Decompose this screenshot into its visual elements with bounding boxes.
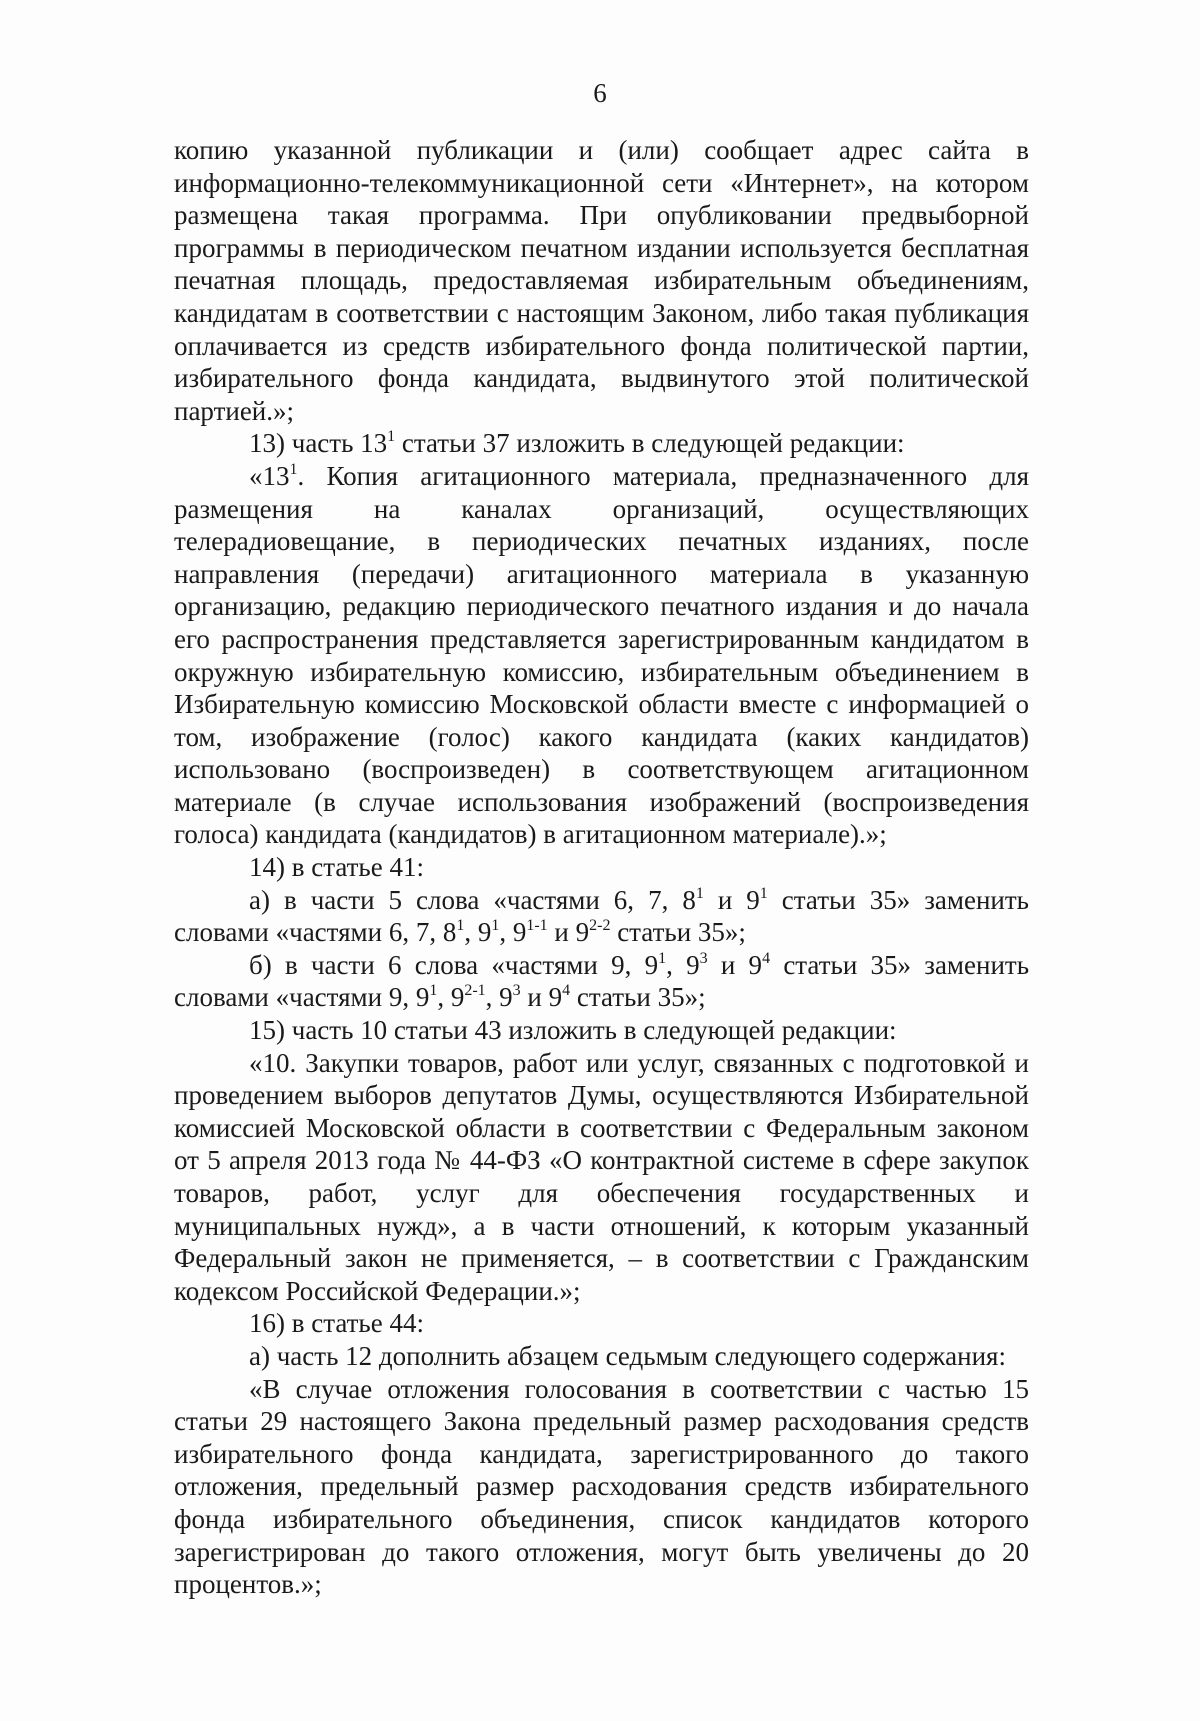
- text-segment: статьи 35»;: [570, 982, 706, 1013]
- paragraph-continuation: [174, 134, 1029, 427]
- text-segment: и 9: [703, 884, 760, 915]
- text-segment: статьи 35» заменить словами «частями 6, 7, 8: [174, 884, 1029, 948]
- text-segment: , 9: [464, 917, 492, 948]
- text-segment: , 9: [499, 917, 527, 948]
- superscript: 3: [699, 949, 708, 967]
- scan-corner-mark: [1114, 1701, 1194, 1719]
- superscript: 1: [429, 982, 438, 1000]
- text-segment: статьи 37 изложить в следующей редакции:: [395, 428, 905, 459]
- text-segment: 14) в статье 41:: [249, 852, 424, 883]
- document-body: [174, 134, 1029, 1601]
- text-segment: и 9: [547, 917, 590, 948]
- superscript: 1: [658, 949, 667, 967]
- text-segment: 16) в статье 44:: [249, 1308, 424, 1339]
- paragraph-item-16a: [174, 1340, 1029, 1373]
- superscript: 1: [695, 884, 704, 902]
- text-segment: , 9: [666, 949, 700, 980]
- text-segment: а) в части 5 слова «частями 6, 7, 8: [249, 884, 696, 915]
- superscript: 1-1: [526, 917, 548, 935]
- paragraph-item-14a: [174, 884, 1029, 949]
- text-segment: «13: [249, 460, 290, 491]
- text-segment: и 9: [520, 982, 563, 1013]
- paragraph-item-16: [174, 1307, 1029, 1340]
- paragraph-quote-10: [174, 1047, 1029, 1308]
- superscript: 4: [762, 949, 771, 967]
- superscript: 1: [289, 460, 298, 478]
- superscript: 4: [562, 982, 571, 1000]
- text-segment: копию указанной публикации и (или) сообщает адрес сайта в информационно-телекоммуникационной сети «Интернет», на котором размещена такая программа. При опубликовании предвыборной программы в периодическом печатном издании используется бесплатная печатная площадь, предоставляемая избирательным объединениям, кандидатам в соответствии с настоящим Законом, либо такая публикация оплачивается из средств избирательного фонда политической партии, избирательного фонда кандидата, выдвинутого этой политической партией.»;: [174, 135, 1029, 426]
- superscript: 2-2: [589, 917, 611, 935]
- text-segment: статьи 35» заменить словами «частями 9, 9: [174, 949, 1030, 1013]
- paragraph-item-15: [174, 1014, 1029, 1047]
- text-segment: а) часть 12 дополнить абзацем седьмым следующего содержания:: [249, 1340, 1006, 1371]
- text-segment: и 9: [707, 949, 763, 980]
- paragraph-item-13: [174, 427, 1029, 460]
- text-segment: 15) часть 10 статьи 43 изложить в следующей редакции:: [249, 1015, 897, 1046]
- paragraph-item-14b: [174, 949, 1029, 1014]
- superscript: 1: [387, 428, 396, 446]
- paragraph-quote-postponement: [174, 1373, 1029, 1601]
- text-segment: , 9: [437, 982, 465, 1013]
- superscript: 3: [512, 982, 521, 1000]
- superscript: 1: [759, 884, 768, 902]
- superscript: 2-1: [464, 982, 486, 1000]
- page-number: 6: [593, 78, 607, 108]
- text-segment: «В случае отложения голосования в соответствии с частью 15 статьи 29 настоящего Закона предельный размер расходования средств избирательного фонда кандидата, зарегистрированного до такого отложения, предельный размер расходования средств избирательного фонда избирательного объединения, список кандидатов которого зарегистрирован до такого отложения, могут быть увеличены до 20 процентов.»;: [174, 1373, 1029, 1600]
- text-segment: статьи 35»;: [610, 917, 746, 948]
- superscript: 1: [491, 917, 500, 935]
- text-segment: б) в части 6 слова «частями 9, 9: [249, 949, 659, 980]
- text-segment: . Копия агитационного материала, предназначенного для размещения на каналах организаций, осуществляющих телерадиовещание, в периодических печатных изданиях, после направления (передачи) агитационного материала в указанную организацию, редакцию периодического печатного издания и до начала его распространения представляется зарегистрированным кандидатом в окружную избирательную комиссию, избирательным объединением в Избирательную комиссию Московской области вместе с информацией о том, изображение (голос) какого кандидата (каких кандидатов) использовано (воспроизведен) в соответствующем агитационном материале (в случае использования изображений (воспроизведения голоса) кандидата (кандидатов) в агитационном материале).»;: [174, 460, 1029, 850]
- superscript: 1: [456, 917, 465, 935]
- text-segment: , 9: [485, 982, 513, 1013]
- text-segment: 13) часть 13: [249, 428, 388, 459]
- text-segment: «10. Закупки товаров, работ или услуг, связанных с подготовкой и проведением выборов депутатов Думы, осуществляются Избирательной комиссией Московской области в соответствии с Федеральным законом от 5 апреля 2013 года № 44-ФЗ «О контрактной системе в сфере закупок товаров, работ, услуг для обеспечения государственных и муниципальных нужд», а в части отношений, к которым указанный Федеральный закон не применяется, – в соответствии с Гражданским кодексом Российской Федерации.»;: [174, 1047, 1029, 1306]
- paragraph-quote-13-1: [174, 460, 1029, 851]
- paragraph-item-14: [174, 851, 1029, 884]
